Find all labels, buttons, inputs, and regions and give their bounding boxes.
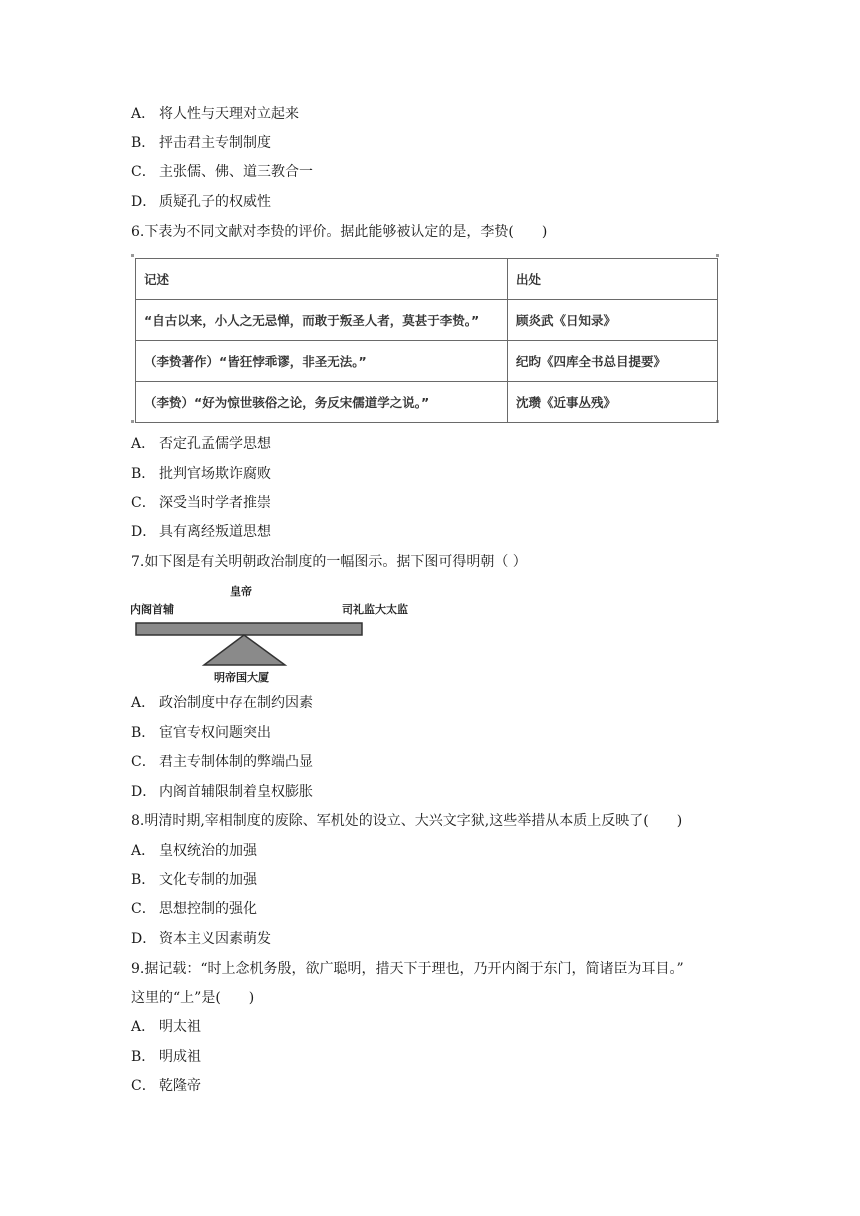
option-text: 具有离经叛道思想 xyxy=(159,524,271,540)
q7-stem: 7.如下图是有关明朝政治制度的一幅图示。据下图可得明朝（ ） xyxy=(131,554,527,570)
evaluation-table xyxy=(135,258,718,423)
table-cell: 纪昀《四库全书总目提要》 xyxy=(508,341,718,382)
option-letter: B． xyxy=(131,135,156,151)
option-text: 否定孔孟儒学思想 xyxy=(159,436,271,452)
option-text: 将人性与天理对立起来 xyxy=(159,106,299,122)
option-letter: C． xyxy=(131,754,156,770)
table-row xyxy=(136,341,718,382)
q5-option-a xyxy=(131,104,299,124)
q8-stem: 8.明清时期,宰相制度的废除、军机处的设立、大兴文字狱,这些举措从本质上反映了( ) xyxy=(131,813,683,829)
option-text: 明成祖 xyxy=(159,1049,201,1065)
diagram-top-label: 皇帝 xyxy=(230,585,252,598)
q7-option-b xyxy=(131,723,271,743)
q8-option-d xyxy=(131,929,271,949)
option-letter: B． xyxy=(131,1049,156,1065)
q9-option-c xyxy=(131,1076,201,1096)
q7-option-c xyxy=(131,752,313,772)
option-text: 君主专制体制的弊端凸显 xyxy=(159,754,313,770)
table-cell: （李贽）“好为惊世骇俗之论，务反宋儒道学之说。” xyxy=(136,382,508,423)
option-letter: D． xyxy=(131,194,157,210)
table-corner-mark xyxy=(131,254,134,257)
option-letter: C． xyxy=(131,901,156,917)
option-text: 抨击君主专制制度 xyxy=(159,135,271,151)
q9-stem-line1: 9.据记载：“时上念机务殷，欲广聪明，措天下于理也，乃开内阁于东门，简诸臣为耳目。” xyxy=(131,961,684,977)
q6-stem: 6.下表为不同文献对李贽的评价。据此能够被认定的是，李贽( ) xyxy=(131,224,548,240)
table-row xyxy=(136,382,718,423)
q8-option-a xyxy=(131,841,257,861)
q5-option-c xyxy=(131,162,313,182)
option-letter: D． xyxy=(131,931,157,947)
option-text: 深受当时学者推崇 xyxy=(159,495,271,511)
option-letter: A． xyxy=(131,843,156,859)
option-letter: C． xyxy=(131,164,156,180)
option-letter: A． xyxy=(131,106,156,122)
table-header-cell: 记述 xyxy=(136,259,508,300)
option-text: 乾隆帝 xyxy=(159,1078,201,1094)
table-cell: 沈瓒《近事丛残》 xyxy=(508,382,718,423)
q9-option-b xyxy=(131,1047,201,1067)
option-text: 内阁首辅限制着皇权膨胀 xyxy=(159,784,313,800)
option-text: 资本主义因素萌发 xyxy=(159,931,271,947)
table-header-cell: 出处 xyxy=(508,259,718,300)
q5-option-b xyxy=(131,133,271,153)
diagram-left-label: 内阁首辅 xyxy=(130,603,174,616)
option-letter: A． xyxy=(131,1019,156,1035)
q9-stem-line2: 这里的“上”是( ) xyxy=(131,990,255,1006)
option-text: 政治制度中存在制约因素 xyxy=(159,695,313,711)
table-corner-mark xyxy=(716,254,719,257)
table-cell: “自古以来，小人之无忌惮，而敢于叛圣人者，莫甚于李贽。” xyxy=(136,300,508,341)
table-corner-mark xyxy=(131,420,134,423)
option-text: 批判官场欺诈腐败 xyxy=(159,466,271,482)
q9-option-a xyxy=(131,1017,201,1037)
table-cell: 顾炎武《日知录》 xyxy=(508,300,718,341)
option-text: 皇权统治的加强 xyxy=(159,843,257,859)
option-text: 质疑孔子的权威性 xyxy=(159,194,271,210)
q6-option-d xyxy=(131,522,271,542)
option-text: 明太祖 xyxy=(159,1019,201,1035)
option-letter: D． xyxy=(131,784,157,800)
q6-option-c xyxy=(131,493,271,513)
option-letter: A． xyxy=(131,436,156,452)
q6-option-b xyxy=(131,464,271,484)
seesaw-diagram xyxy=(128,583,428,685)
q8-option-c xyxy=(131,899,257,919)
option-text: 宦官专权问题突出 xyxy=(159,725,271,741)
option-letter: C． xyxy=(131,1078,156,1094)
balance-beam xyxy=(136,623,362,635)
option-letter: C． xyxy=(131,495,156,511)
q8-option-b xyxy=(131,870,257,890)
option-letter: B． xyxy=(131,725,156,741)
q7-option-d xyxy=(131,782,313,802)
option-letter: B． xyxy=(131,466,156,482)
q7-option-a xyxy=(131,693,313,713)
option-text: 文化专制的加强 xyxy=(159,872,257,888)
option-text: 思想控制的强化 xyxy=(159,901,257,917)
fulcrum-triangle xyxy=(204,635,285,665)
option-letter: B． xyxy=(131,872,156,888)
option-letter: D． xyxy=(131,524,157,540)
option-letter: A． xyxy=(131,695,156,711)
table-cell: （李贽著作）“皆狂悖乖谬，非圣无法。” xyxy=(136,341,508,382)
q5-option-d xyxy=(131,192,271,212)
table-row xyxy=(136,300,718,341)
diagram-bottom-label: 明帝国大厦 xyxy=(214,671,269,684)
option-text: 主张儒、佛、道三教合一 xyxy=(159,164,313,180)
diagram-right-label: 司礼监大太监 xyxy=(342,603,408,616)
table-header-row xyxy=(136,259,718,300)
q6-option-a xyxy=(131,434,271,454)
